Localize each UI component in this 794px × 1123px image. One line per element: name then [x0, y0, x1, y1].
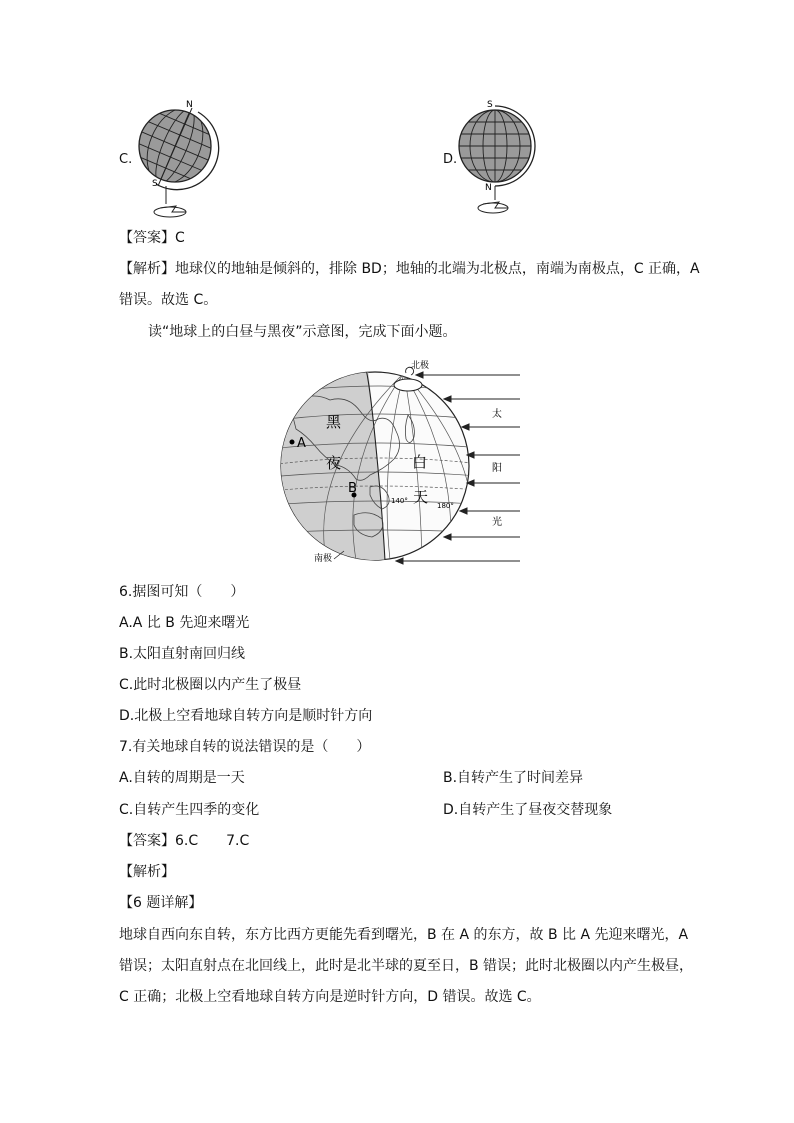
q7-option-d: D.自转产生了昼夜交替现象 — [443, 802, 613, 818]
q6-detail-line-1: 地球自西向东自转，东方比西方更能先看到曙光，B 在 A 的东方，故 B 比 A 先迎来曙光，A — [119, 927, 689, 943]
q7-option-c: C.自转产生四季的变化 — [119, 802, 260, 818]
globe-d-top-pole: S — [487, 100, 493, 110]
q5-answer-line — [119, 228, 185, 248]
point-a-marker — [290, 440, 295, 445]
day-night-figure — [270, 355, 525, 570]
section-intro: 读“地球上的白昼与黑夜”示意图，完成下面小题。 — [148, 324, 457, 340]
q6-option-d: D.北极上空看地球自转方向是顺时针方向 — [119, 708, 373, 724]
globe-c-illustration — [130, 98, 225, 223]
q6-option-a: A.A 比 B 先迎来曙光 — [119, 615, 250, 631]
north-pole-label: 北极 — [411, 361, 430, 371]
analysis-text: 地球仪的地轴是倾斜的，排除 BD；地轴的北端为北极点，南端为南极点，C 正确，A — [175, 261, 700, 277]
answer-tag: 【答案】 — [119, 230, 175, 246]
answers-value: 6.C 7.C — [175, 833, 250, 849]
q6-detail-line-2: 错误；太阳直射点在北回线上，此时是北半球的夏至日，B 错误；此时北极圈以内产生极昼， — [119, 958, 694, 974]
answer-value: C — [175, 230, 185, 246]
q6-option-b: B.太阳直射南回归线 — [119, 646, 246, 662]
q6-stem: 6.据图可知（ ） — [119, 584, 245, 600]
night-char-2: 夜 — [326, 454, 342, 472]
analysis-tag: 【解析】 — [119, 261, 175, 277]
south-pole-label: 南极 — [314, 554, 333, 564]
q6-detail-heading: 【6 题详解】 — [119, 895, 203, 911]
globe-d-bottom-pole: N — [485, 183, 492, 193]
day-char-1: 白 — [412, 453, 428, 471]
day-char-2: 天 — [413, 488, 429, 506]
longitude-180-label: 180° — [437, 502, 454, 510]
globe-c-bottom-pole: S — [152, 179, 158, 189]
point-a-label: A — [297, 436, 306, 451]
q7-option-b: B.自转产生了时间差异 — [443, 770, 584, 786]
q5-analysis-line-2: 错误。故选 C。 — [119, 292, 218, 308]
analysis-heading: 【解析】 — [119, 864, 175, 880]
answers-line — [119, 831, 249, 851]
night-char-1: 黑 — [326, 413, 342, 431]
q6-detail-line-3: C 正确；北极上空看地球自转方向是逆时针方向，D 错误。故选 C。 — [119, 989, 541, 1005]
option-d-label: D. — [443, 152, 458, 167]
answers-tag: 【答案】 — [119, 833, 175, 849]
longitude-140-label: 140° — [391, 497, 408, 505]
sunlight-char-1: 太 — [492, 409, 502, 420]
globe-c-top-pole: N — [186, 100, 193, 110]
q7-option-a: A.自转的周期是一天 — [119, 770, 245, 786]
option-c-label: C. — [119, 152, 133, 167]
sunlight-char-3: 光 — [492, 517, 502, 528]
point-b-label: B — [348, 481, 357, 496]
q7-stem: 7.有关地球自转的说法错误的是（ ） — [119, 739, 371, 755]
globe-d-illustration — [455, 98, 545, 218]
q5-analysis-line-1 — [119, 259, 700, 279]
q6-option-c: C.此时北极圈以内产生了极昼 — [119, 677, 302, 693]
sunlight-char-2: 阳 — [492, 463, 502, 474]
